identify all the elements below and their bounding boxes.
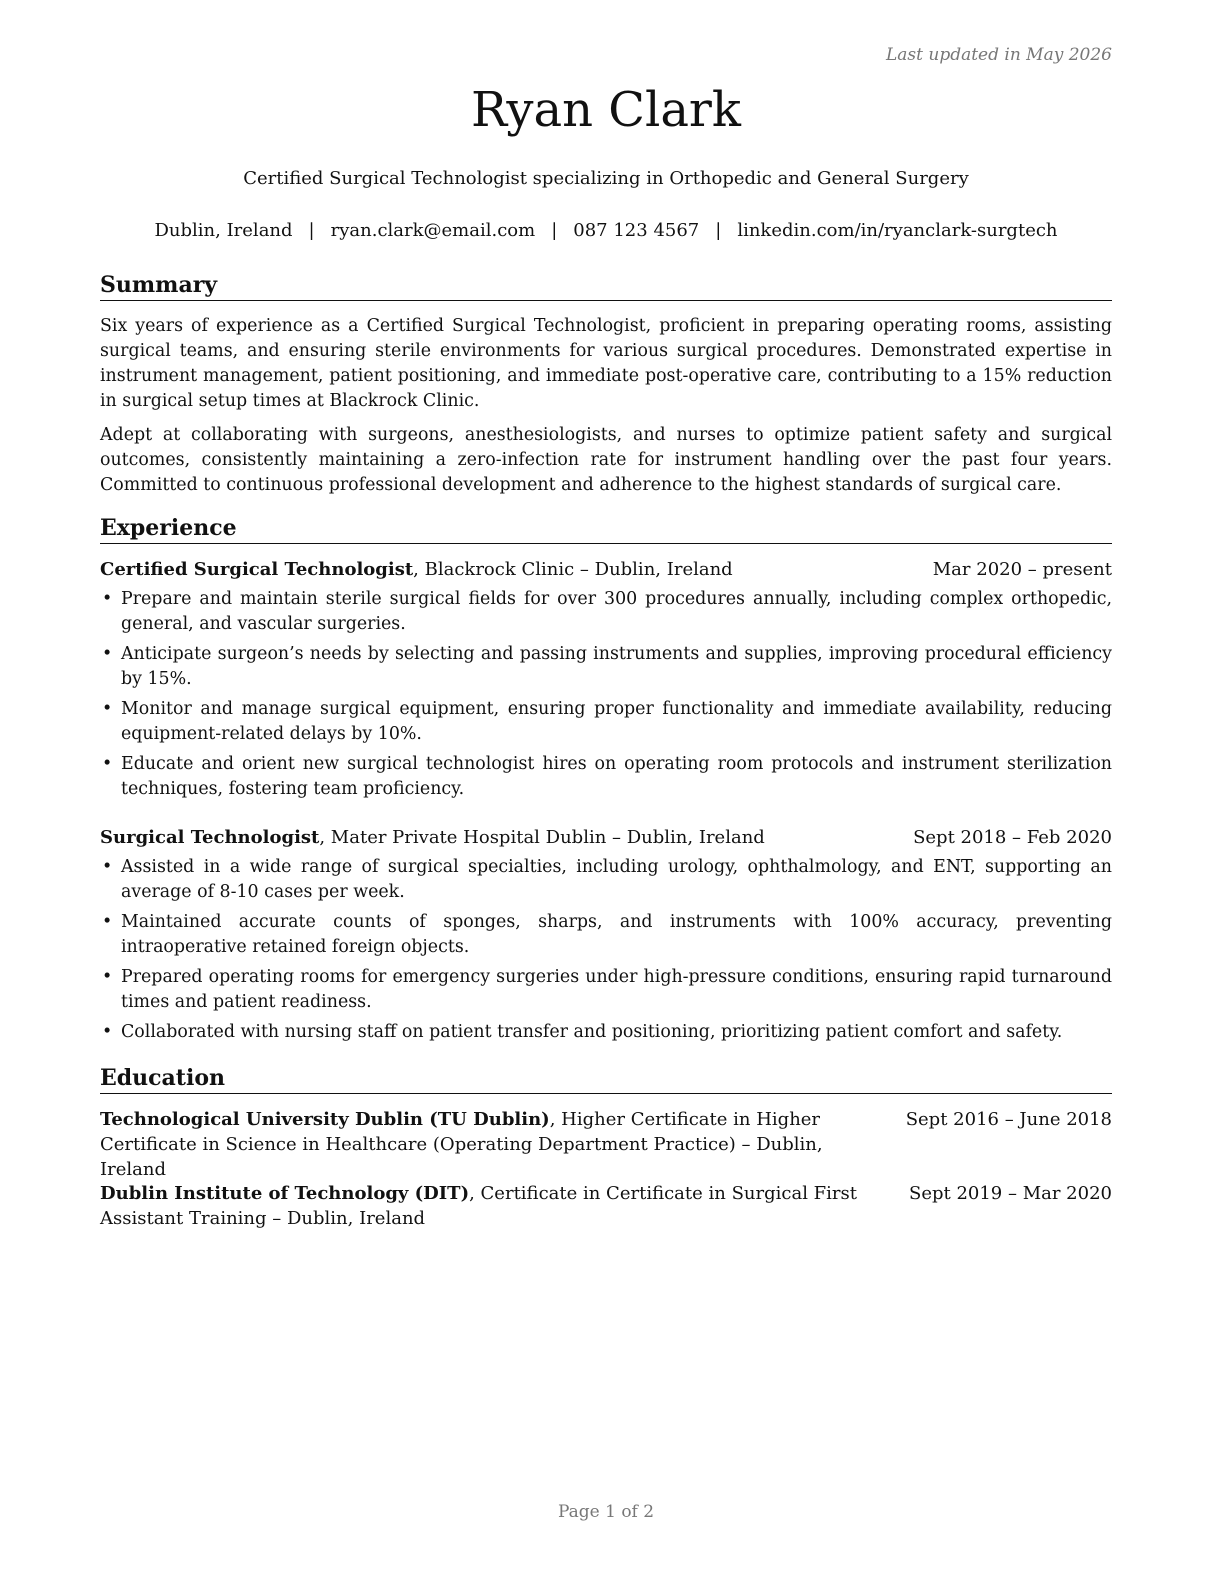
contact-email[interactable]: ryan.clark@email.com bbox=[330, 220, 536, 241]
job-bullet bbox=[100, 965, 1112, 1015]
page-number: Page 1 of 2 bbox=[557, 1502, 655, 1522]
job-bullet bbox=[100, 587, 1112, 637]
job-header bbox=[100, 557, 1112, 582]
bullet-glyph: • bbox=[102, 644, 113, 664]
job-bullet bbox=[100, 910, 1112, 960]
education-detail: , Certificate in Certificate in Surgical First Assistant Training – Dublin, Ireland bbox=[100, 1183, 857, 1229]
job-bullet-text: Educate and orient new surgical technologist hires on operating room protocols and instrument sterilization techniques, fostering team proficiency. bbox=[121, 754, 1112, 799]
bullet-glyph: • bbox=[102, 1022, 113, 1042]
candidate-name: Ryan Clark bbox=[471, 82, 741, 138]
contact-linkedin[interactable]: linkedin.com/in/ryanclark-surgtech bbox=[737, 220, 1058, 241]
section-title-education: Education bbox=[100, 1064, 1112, 1094]
resume-page bbox=[100, 0, 1112, 1584]
contact-location: Dublin, Ireland bbox=[154, 220, 293, 241]
contact-line bbox=[100, 220, 1112, 241]
education-school: Dublin Institute of Technology (DIT) bbox=[100, 1183, 470, 1204]
section-title-summary: Summary bbox=[100, 271, 1112, 301]
education-text bbox=[100, 1181, 890, 1231]
job-bullet-text: Prepare and maintain sterile surgical fields for over 300 procedures annually, including complex orthopedic, general, and vascular surgeries. bbox=[121, 589, 1112, 634]
bullet-glyph: • bbox=[102, 967, 113, 987]
job-bullets bbox=[100, 587, 1112, 807]
education-text bbox=[100, 1107, 890, 1182]
job-bullet bbox=[100, 752, 1112, 802]
job-bullet-text: Maintained accurate counts of sponges, sharps, and instruments with 100% accuracy, preventing intraoperative retained foreign objects. bbox=[121, 912, 1112, 957]
job-bullet-text: Monitor and manage surgical equipment, ensuring proper functionality and immediate availability, reducing equipment-related delays by 10%. bbox=[121, 699, 1112, 744]
job-bullet bbox=[100, 1020, 1112, 1045]
contact-separator: | bbox=[551, 220, 558, 241]
bullet-glyph: • bbox=[102, 754, 113, 774]
education-entry bbox=[100, 1181, 1112, 1231]
job-dates: Mar 2020 – present bbox=[932, 559, 1112, 580]
bullet-glyph: • bbox=[102, 589, 113, 609]
summary-paragraph: Six years of experience as a Certified Surgical Technologist, proficient in preparing operating rooms, assisting surgical teams, and ensuring sterile environments for various surgical procedures. Demonstrated expertise in instrument management, patient positioning, and immediate post-operative care, contributing to a 15% reduction in surgical setup times at Blackrock Clinic. bbox=[100, 316, 1112, 411]
bullet-glyph: • bbox=[102, 912, 113, 932]
job-bullet bbox=[100, 642, 1112, 692]
education-detail: , Higher Certificate in Higher Certificate in Science in Healthcare (Operating Department Practice) – Dublin, Ireland bbox=[100, 1109, 823, 1180]
job-role: Certified Surgical Technologist bbox=[100, 559, 414, 580]
bullet-glyph: • bbox=[102, 857, 113, 877]
job-bullet-text: Prepared operating rooms for emergency surgeries under high-pressure conditions, ensuring rapid turnaround times and patient readiness. bbox=[121, 967, 1112, 1012]
education-school: Technological University Dublin (TU Dublin) bbox=[100, 1109, 550, 1130]
contact-separator: | bbox=[715, 220, 722, 241]
job-bullets bbox=[100, 855, 1112, 1050]
job-role: Surgical Technologist bbox=[100, 827, 320, 848]
job-employer: , Mater Private Hospital Dublin – Dublin, Ireland bbox=[319, 827, 765, 848]
job-dates: Sept 2018 – Feb 2020 bbox=[913, 827, 1112, 848]
job-header bbox=[100, 825, 1112, 850]
last-updated: Last updated in May 2026 bbox=[885, 45, 1112, 65]
contact-phone: 087 123 4567 bbox=[573, 220, 700, 241]
education-dates: Sept 2019 – Mar 2020 bbox=[908, 1183, 1112, 1204]
contact-separator: | bbox=[308, 220, 315, 241]
job-bullet bbox=[100, 697, 1112, 747]
section-title-experience: Experience bbox=[100, 514, 1112, 544]
job-bullet bbox=[100, 855, 1112, 905]
job-bullet-text: Anticipate surgeon’s needs by selecting and passing instruments and supplies, improving procedural efficiency by 15%. bbox=[121, 644, 1112, 689]
job-employer: , Blackrock Clinic – Dublin, Ireland bbox=[413, 559, 733, 580]
education-entry bbox=[100, 1107, 1112, 1182]
job-bullet-text: Assisted in a wide range of surgical specialties, including urology, ophthalmology, and ENT, supporting an average of 8-10 cases per week. bbox=[121, 857, 1112, 902]
summary-paragraph: Adept at collaborating with surgeons, anesthesiologists, and nurses to optimize patient safety and surgical outcomes, consistently maintaining a zero-infection rate for instrument handling over the past four years. Committed to continuous professional development and adherence to the highest standards of surgical care. bbox=[100, 425, 1112, 495]
bullet-glyph: • bbox=[102, 699, 113, 719]
job-bullet-text: Collaborated with nursing staff on patient transfer and positioning, prioritizing patient comfort and safety. bbox=[121, 1022, 1063, 1042]
education-dates: Sept 2016 – June 2018 bbox=[905, 1109, 1112, 1130]
tagline: Certified Surgical Technologist specializing in Orthopedic and General Surgery bbox=[243, 168, 969, 189]
